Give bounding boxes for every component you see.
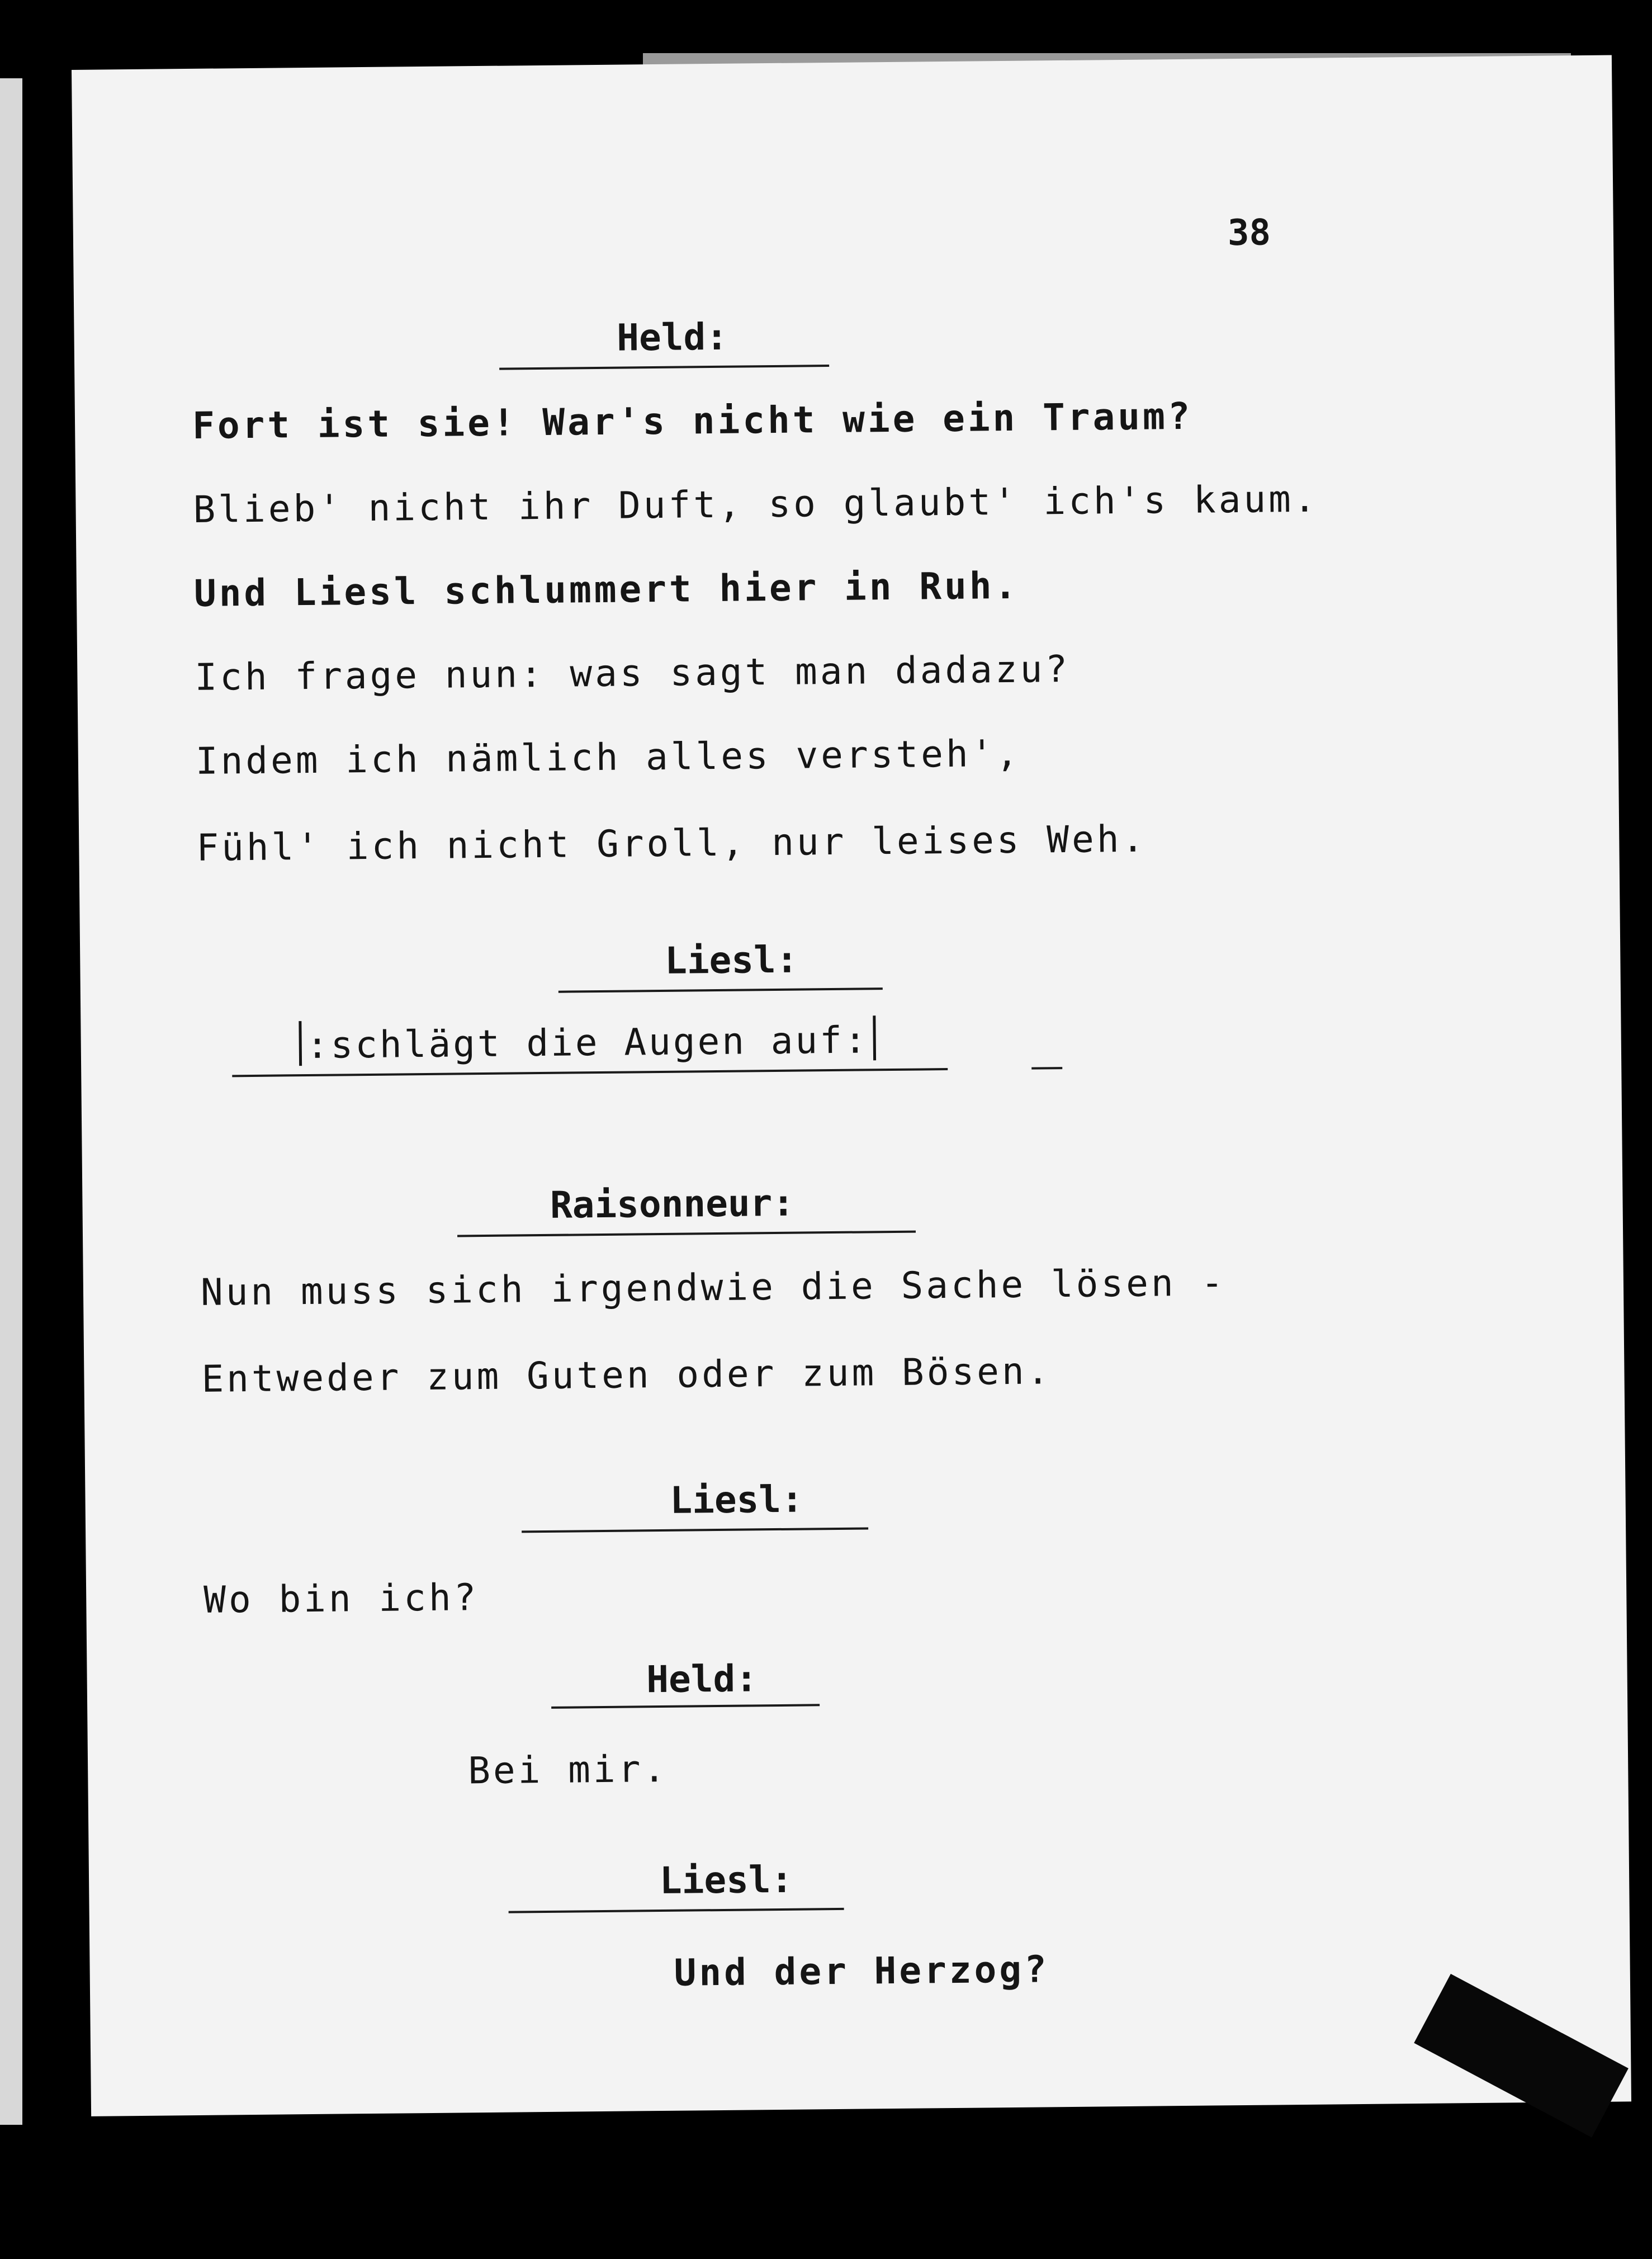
speaker-underline bbox=[509, 1908, 844, 1913]
speaker-underline bbox=[558, 987, 883, 993]
stage-direction-underline bbox=[232, 1068, 948, 1077]
verse-line: Ich frage nun: was sagt man dadazu? bbox=[195, 647, 1071, 699]
speaker-heading: Raisonneur: bbox=[550, 1181, 795, 1227]
speaker-underline bbox=[551, 1704, 820, 1709]
adjacent-page-edge bbox=[0, 78, 22, 2125]
stage-direction bbox=[294, 1015, 881, 1067]
dialogue-line: Bei mir. bbox=[467, 1747, 669, 1793]
speaker-underline bbox=[522, 1527, 868, 1533]
stray-dash-mark bbox=[1031, 1067, 1062, 1070]
verse-line: Entweder zum Guten oder zum Bösen. bbox=[201, 1349, 1052, 1401]
speaker-heading: Liesl: bbox=[664, 938, 798, 982]
page-number: 38 bbox=[1227, 212, 1271, 254]
stage-direction-text: :schlägt die Augen auf: bbox=[306, 1018, 869, 1067]
verse-line: Und Liesl schlummert hier in Ruh. bbox=[193, 564, 1020, 615]
speaker-underline bbox=[457, 1231, 916, 1237]
speaker-underline bbox=[499, 365, 829, 370]
stage-direction-bracket bbox=[299, 1021, 302, 1066]
verse-line: Indem ich nämlich alles versteh', bbox=[195, 731, 1021, 783]
verse-line: Fühl' ich nicht Groll, nur leises Weh. bbox=[196, 817, 1147, 869]
typescript-page bbox=[72, 55, 1631, 2116]
dialogue-line: Wo bin ich? bbox=[203, 1576, 479, 1622]
verse-line: Blieb' nicht ihr Duft, so glaubt' ich's kaum. bbox=[193, 477, 1319, 531]
verse-line: Fort ist sie! War's nicht wie ein Traum? bbox=[192, 394, 1193, 447]
speaker-heading: Held: bbox=[616, 315, 728, 360]
dialogue-line: Und der Herzog? bbox=[674, 1948, 1050, 1995]
speaker-heading: Held: bbox=[646, 1657, 758, 1702]
speaker-heading: Liesl: bbox=[670, 1477, 804, 1522]
stage-direction-bracket bbox=[873, 1015, 876, 1060]
verse-line: Nun muss sich irgendwie die Sache lösen - bbox=[200, 1261, 1227, 1314]
speaker-heading: Liesl: bbox=[659, 1858, 793, 1903]
